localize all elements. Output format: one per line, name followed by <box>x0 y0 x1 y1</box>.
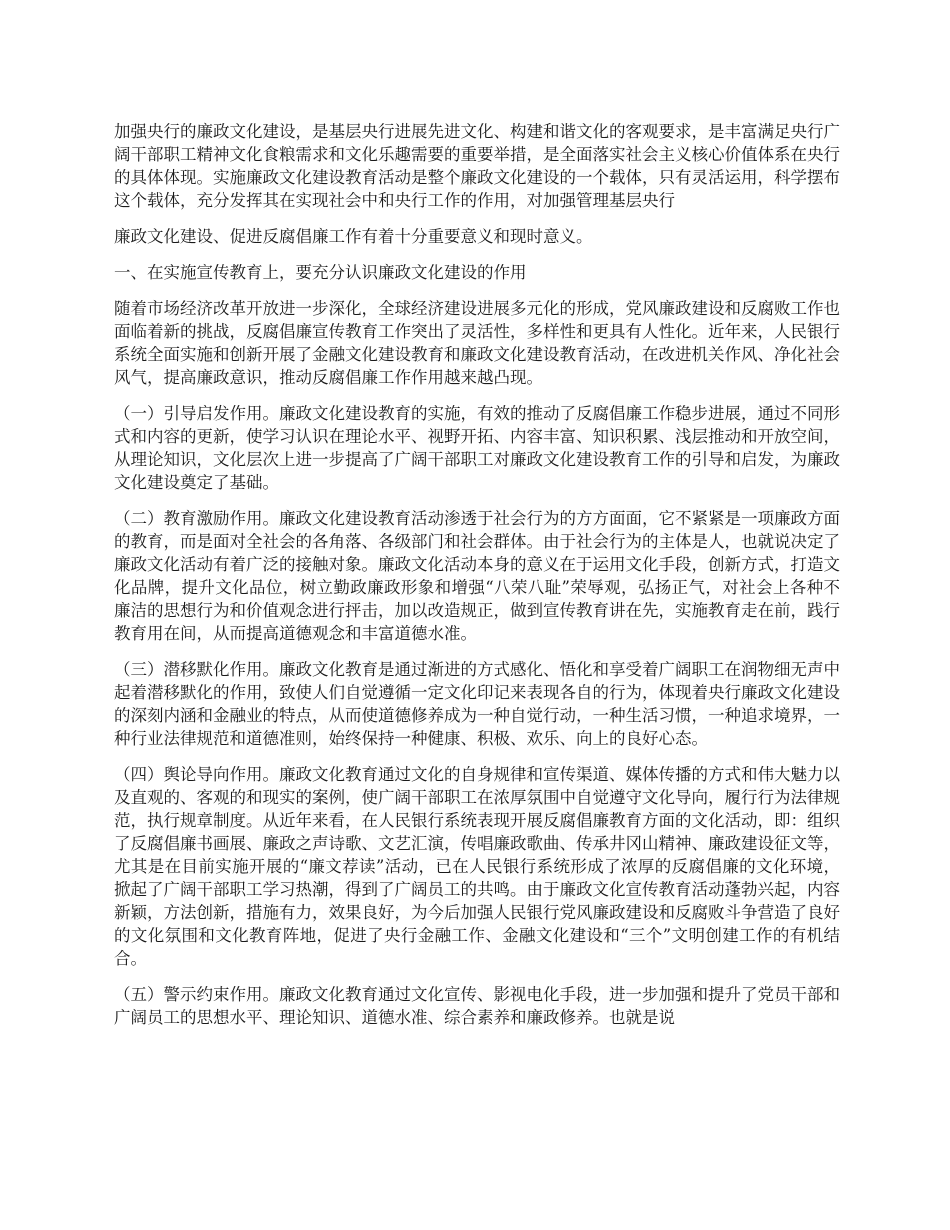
paragraph-subtle-influence: （三）潜移默化作用。廉政文化教育是通过渐进的方式感化、悟化和享受着广阔职工在润物细无声中起着潜移默化的作用，致使人们自觉遵循一定文化印记来表现各自的行为，体现着央行廉政文化建设的深刻内涵和金融业的特点，从而使道德修养成为一种自觉行动，一种生活习惯，一种追求境界，一种行业法律规范和道德准则，始终保持一种健康、积极、欢乐、向上的良好心态。 <box>114 660 840 748</box>
document-body <box>114 120 840 1042</box>
paragraph-intro-continued: 廉政文化建设、促进反腐倡廉工作有着十分重要意义和现时意义。 <box>114 227 593 246</box>
section-heading-1: 一、在实施宣传教育上，要充分认识廉政文化建设的作用 <box>114 263 527 282</box>
paragraph-background: 随着市场经济改革开放进一步深化，全球经济建设进展多元化的形成，党风廉政建设和反腐败工作也面临着新的挑战，反腐倡廉宣传教育工作突出了灵活性，多样性和更具有人性化。近年来，人民银行系统全面实施和创新开展了金融文化建设教育和廉政文化建设教育活动，在改进机关作风、净化社会风气，提高廉政意识，推动反腐倡廉工作作用越来越凸现。 <box>114 299 840 387</box>
paragraph-intro: 加强央行的廉政文化建设，是基层央行进展先进文化、构建和谐文化的客观要求，是丰富满足央行广阔干部职工精神文化食粮需求和文化乐趣需要的重要举措，是全面落实社会主义核心价值体系在央行的具体体现。实施廉政文化建设教育活动是整个廉政文化建设的一个载体，只有灵活运用，科学摆布这个载体，充分发挥其在实现社会中和央行工作的作用，对加强管理基层央行 <box>114 122 840 210</box>
paragraph-public-opinion: （四）舆论导向作用。廉政文化教育通过文化的自身规律和宣传渠道、媒体传播的方式和伟大魅力以及直观的、客观的和现实的案例，使广阔干部职工在浓厚氛围中自觉遵守文化导向，履行行为法律规范，执行规章制度。从近年来看，在人民银行系统表现开展反腐倡廉教育方面的文化活动，即：组织了反腐倡廉书画展、廉政之声诗歌、文艺汇演，传唱廉政歌曲、传承井冈山精神、廉政建设征文等，尤其是在目前实施开展的“廉文荐读”活动，已在人民银行系统形成了浓厚的反腐倡廉的文化环境，掀起了广阔干部职工学习热潮，得到了广阔员工的共鸣。由于廉政文化宣传教育活动蓬勃兴起，内容新颖，方法创新，措施有力，效果良好，为今后加强人民银行党风廉政建设和反腐败斗争营造了良好的文化氛围和文化教育阵地，促进了央行金融工作、金融文化建设和“三个”文明创建工作的有机结合。 <box>114 765 840 968</box>
paragraph-guidance: （一）引导启发作用。廉政文化建设教育的实施，有效的推动了反腐倡廉工作稳步进展，通过不同形式和内容的更新，使学习认识在理论水平、视野开拓、内容丰富、知识积累、浅层推动和开放空间，从理论知识，文化层次上进一步提高了广阔干部职工对廉政文化建设教育工作的引导和启发，为廉政文化建设奠定了基础。 <box>114 404 840 492</box>
paragraph-motivation: （二）教育激励作用。廉政文化建设教育活动渗透于社会行为的方方面面，它不紧紧是一项廉政方面的教育，而是面对全社会的各角落、各级部门和社会群体。由于社会行为的主体是人，也就说决定了廉政文化活动有着广泛的接触对象。廉政文化活动本身的意义在于运用文化手段，创新方式，打造文化品牌，提升文化品位，树立勤政廉政形象和增强“八荣八耻”荣辱观，弘扬正气，对社会上各种不廉洁的思想行为和价值观念进行抨击，加以改造规正，做到宣传教育讲在先，实施教育走在前，践行教育用在间，从而提高道德观念和丰富道德水准。 <box>114 509 840 643</box>
paragraph-warning: （五）警示约束作用。廉政文化教育通过文化宣传、影视电化手段，进一步加强和提升了党员干部和广阔员工的思想水平、理论知识、道德水准、综合素养和廉政修养。也就是说 <box>114 985 840 1027</box>
